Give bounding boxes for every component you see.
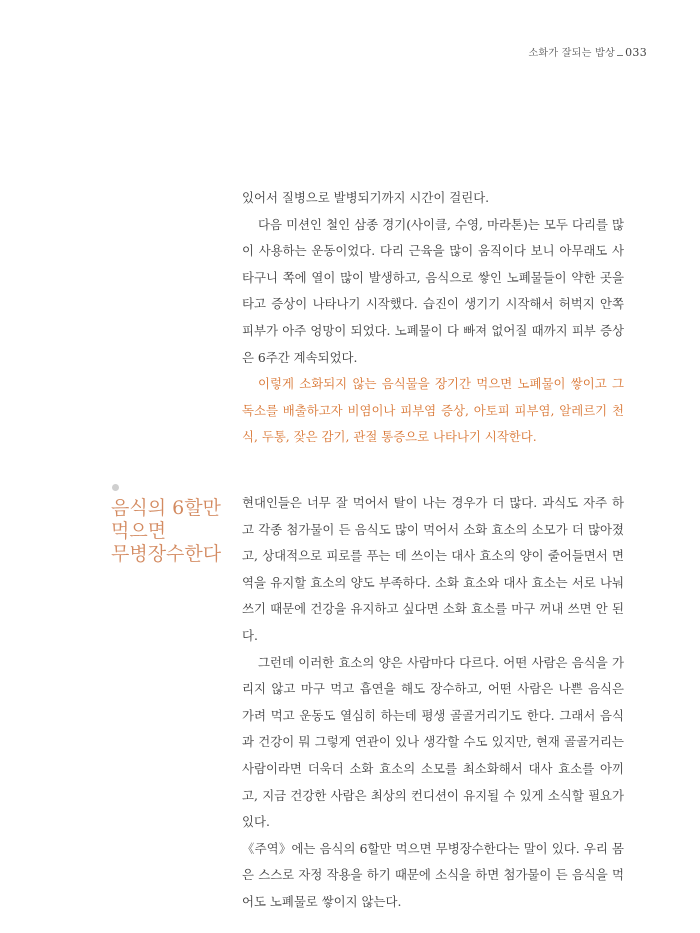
paragraph-juyeok: 《주역》에는 음식의 6할만 먹으면 무병장수한다는 말이 있다. 우리 몸은 스스로 자정 작용을 하기 때문에 소식을 하면 첨가물이 든 음식을 먹어도 노폐물로 쌓이지 않는다. (242, 840, 624, 909)
page-number: 033 (625, 46, 647, 59)
section-title (111, 497, 236, 566)
text-block-section (242, 490, 624, 916)
paragraph-highlight: 이렇게 소화되지 않는 음식물을 장기간 먹으면 노폐물이 쌓이고 그 독소를 배출하고자 비염이나 피부염 증상, 아토피 피부염, 알레르기 천식, 두통, 잦은 감기, 관절 통증으로 나타나기 시작한다. (242, 376, 624, 445)
running-title: 소화가 잘되는 밥상 (528, 48, 616, 59)
paragraph-continuation: 있어서 질병으로 발병되기까지 시간이 걸린다. (242, 190, 490, 205)
section-title-line-3: 무병장수한다 (111, 543, 222, 565)
header-separator (617, 55, 623, 56)
text-block-top (242, 185, 624, 451)
section-title-line-2: 먹으면 (111, 520, 167, 542)
paragraph-enzyme-amount: 그런데 이러한 효소의 양은 사람마다 다르다. 어떤 사람은 음식을 가리지 않고 마구 먹고 흡연을 해도 장수하고, 어떤 사람은 나쁜 음식은 가려 먹고 운동도 열심히 하는데 평생 골골거리기도 한다. 그래서 음식과 건강이 뭐 그렇게 연관이 있나 생각할 수도 있지만, 현재 골골거리는 사람이라면 더욱더 소화 효소의 소모를 최소화해서 대사 효소를 아끼고, 지금 건강한 사람은 최상의 컨디션이 유지될 수 있게 소식할 필요가 있다. (242, 654, 624, 830)
paragraph-triathlon: 다음 미션인 철인 삼종 경기(사이클, 수영, 마라톤)는 모두 다리를 많이 사용하는 운동이었다. 다리 근육을 많이 움직이다 보니 아무래도 사타구니 쪽에 열이 많이 발생하고, 음식으로 쌓인 노폐물들이 약한 곳을 타고 증상이 나타나기 시작했다. 습진이 생기기 시작해서 허벅지 안쪽 피부가 아주 엉망이 되었다. 노폐물이 다 빠져 없어질 때까지 피부 증상은 6주간 계속되었다. (242, 216, 624, 365)
paragraph-modern-people: 현대인들은 너무 잘 먹어서 탈이 나는 경우가 더 많다. 과식도 자주 하고 각종 첨가물이 든 음식도 많이 먹어서 소화 효소의 소모가 더 많아졌고, 상대적으로 피로를 푸는 데 쓰이는 대사 효소의 양이 줄어들면서 면역을 유지할 효소의 양도 부족하다. 소화 효소와 대사 효소는 서로 나눠 쓰기 때문에 건강을 유지하고 싶다면 소화 효소를 마구 꺼내 쓰면 안 된다. (242, 495, 624, 643)
running-header (528, 44, 647, 59)
bullet-dot-icon (112, 484, 119, 491)
section-title-line-1: 음식의 6할만 (111, 497, 221, 519)
